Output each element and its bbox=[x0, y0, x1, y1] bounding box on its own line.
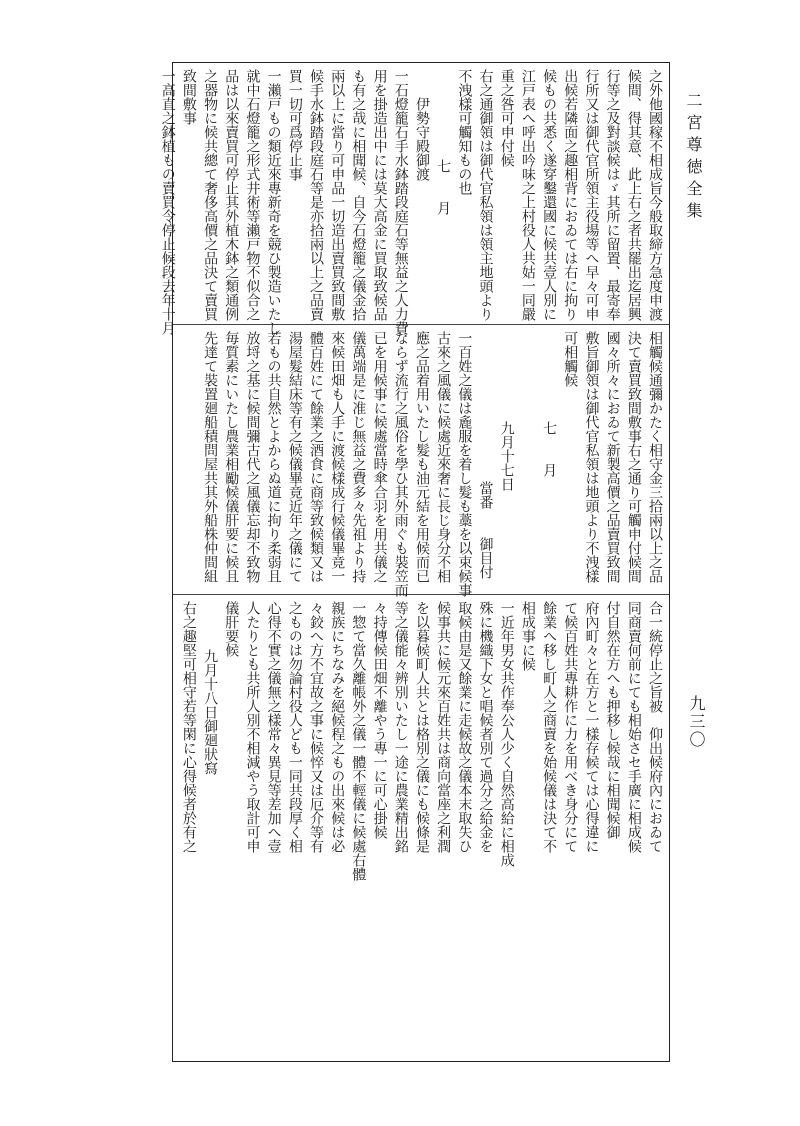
text-column: 七 月 bbox=[435, 159, 452, 215]
text-column: 同商賣何前にても相始さセ手廣に相成候 bbox=[625, 601, 642, 853]
text-column: 餘業へ移し町人之商賣を始候儀は決て不 bbox=[541, 601, 558, 853]
text-column: 合一統停止之旨被 仰出候府內におゐて bbox=[647, 601, 663, 853]
text-column: 行等之及對談候はゞ其所に留置、最寄奉 bbox=[604, 69, 621, 321]
text-column: 江戸表へ呼出吟味之上村役人共姑一同嚴 bbox=[519, 69, 536, 321]
book-title: 二宮尊徳全集 bbox=[684, 92, 703, 224]
text-column: 已を用候事に候處當時傘合羽を用共儀之 bbox=[371, 331, 388, 583]
text-column: 府內町々と在方と一樣存候ては心得違に bbox=[583, 601, 600, 853]
text-column: て候百姓共專耕作に力を用べき身分にて bbox=[562, 601, 579, 853]
text-column: 候手水鉢踏段庭石等是亦拾兩以上之品賣 bbox=[308, 69, 324, 321]
text-column: 伊勢守殿御渡 bbox=[413, 97, 430, 181]
text-column: ならず流行之風俗を學ひ其外雨ぐも裝笠而 bbox=[392, 331, 409, 597]
text-column: 一高直之鉢植もの賣買令停止候段去年十月 bbox=[159, 69, 176, 335]
text-column: 決て賣買致間敷事右之通り可觸申付候間 bbox=[625, 331, 642, 583]
text-column: 付自然在方へも押移し候哉に相聞候御 bbox=[604, 601, 621, 839]
text-column: 候もの共悉く遂穿鑿還國に候共壹人別に bbox=[541, 69, 558, 321]
text-column: 九月十八日御廻狀寫 bbox=[202, 649, 219, 775]
text-column: 右之趣堅可相守若等閑に心得候者於有之 bbox=[180, 601, 197, 853]
text-column: 心得不實之儀無之樣常々異見等差加へ壹 bbox=[265, 601, 282, 853]
text-column: 用を掛造出中には莫大高金に買取致候品 bbox=[371, 69, 388, 321]
text-column: 致間敷事 bbox=[180, 69, 197, 125]
text-column: 一百姓之儀は麁服を着し髮も藁を以束候事 bbox=[456, 331, 473, 597]
text-column: 先達て裝置廻船積問屋共其外船株仲間組 bbox=[202, 331, 219, 583]
text-column: 七 月 bbox=[541, 421, 558, 477]
text-column: を以暮候町人共とは格別之儀にも候條是 bbox=[413, 601, 430, 853]
text-column: 毎質素にいたし農業相勵候儀肝要に候且 bbox=[223, 331, 240, 583]
text-band-bottom bbox=[173, 595, 669, 1061]
text-column bbox=[517, 331, 538, 588]
text-column: 等之儀能々辨別いたし一途に農業精出銘 bbox=[392, 601, 409, 853]
text-column: 當番 御目付 bbox=[477, 481, 494, 579]
text-frame bbox=[159, 62, 670, 1062]
text-column: 出候若隣面之趣相背におゐては右に拘り bbox=[562, 69, 579, 321]
text-column: 右之通御領は御代官私領は領主地頭より bbox=[477, 69, 494, 321]
text-column: 親族にちなみを絕候程之もの出來候は必 bbox=[329, 601, 346, 853]
text-column: 相成事に候 bbox=[519, 601, 536, 671]
text-column: 儀萬端是に准じ無益之費多々先祖より持 bbox=[350, 331, 367, 583]
text-column: 九月十七日 bbox=[498, 421, 515, 491]
text-column: 一石燈籠石手水鉢踏段庭石等無益之人力費 bbox=[392, 69, 409, 335]
text-column: 々持傳候田畑不離やう專一に可心掛候 bbox=[371, 601, 388, 839]
text-column: 之器物に候共總て奢侈高價之品決て賣買 bbox=[202, 69, 219, 321]
text-column: 取候由是又餘業に走候故之儀本末取失ひ bbox=[456, 601, 473, 853]
text-column: 買一切可爲停止事 bbox=[286, 69, 303, 181]
text-column: 體百姓にて餘業之酒食に商等致候類又は bbox=[308, 331, 324, 583]
text-column: 儀肝要候 bbox=[223, 601, 240, 657]
text-column: 殊に機織下女と唱候者別て過分之給金を bbox=[477, 601, 494, 853]
text-column: 可相觸候 bbox=[562, 331, 579, 387]
text-column: も有之哉に相聞候、自今石燈籠之儀金拾 bbox=[350, 69, 367, 321]
text-band-middle bbox=[173, 325, 669, 595]
text-column: 重之咎可申付候 bbox=[498, 69, 515, 167]
text-column: 相觸候通彌かたく相守金三拾兩以上之品 bbox=[647, 331, 663, 583]
text-column: 若もの共自然とよからぬ道に拘り柔弱且 bbox=[265, 331, 282, 583]
text-column: 候間、得其意、此上右之者共罷出迄居興 bbox=[625, 69, 642, 321]
text-column: 之外他國稼不相成旨今般取締方急度申渡 bbox=[647, 69, 663, 321]
text-column: 一近年男女共作奉公人少く自然高給に相成 bbox=[498, 601, 515, 867]
page-number: 九三〇 bbox=[687, 695, 706, 749]
text-column: 湯屋髮結床等有之候儀畢竟近年之儀にて bbox=[286, 331, 303, 583]
text-column: 敷旨御領は御代官私領は地頭より不洩樣 bbox=[583, 331, 600, 583]
text-column: 品は以來賣買可停止其外植木鉢之類通例 bbox=[223, 69, 240, 321]
text-column: 々鉸へ方不宜故之事に候悴又は厄介等有 bbox=[308, 601, 324, 853]
text-band-top bbox=[159, 63, 669, 335]
text-column: 兩以上に當り可申品一切造出賣買致間敷 bbox=[329, 69, 346, 321]
text-column: 放埒之基に候間彌古代之風儀忘却不致物 bbox=[244, 331, 261, 583]
text-column: 就中石燈籠之形式井術等瀨戸物不似合之 bbox=[244, 69, 261, 321]
text-column: 行所又は御代官所領主役場等へ早々可申 bbox=[583, 69, 600, 321]
text-column: 不洩樣可觸知もの也 bbox=[456, 69, 473, 195]
text-column: 之ものは勿論村役人ども一同共段厚く相 bbox=[286, 601, 303, 853]
text-column: 來候田畑も人手に渡候樣成行候儀畢竟一 bbox=[329, 331, 346, 583]
text-column: 候事共に候元來百姓共は商向當座之利潤 bbox=[435, 601, 452, 853]
text-column: 一瀨戸もの類近來專新奇を競ひ製造いたし bbox=[265, 69, 282, 335]
text-column: 一惣て當久離帳外之儀一體不輕儀に候處右體 bbox=[350, 601, 367, 881]
text-column: 應之品着用いたし髮も油元結を用候而已 bbox=[413, 331, 430, 583]
text-column: 古來之風儀に候處近來奢に長じ身分不相 bbox=[435, 331, 452, 583]
text-column: 國々所々におゐて新製高價之品賣買致間 bbox=[604, 331, 621, 583]
text-column: 人たりとも共所人別不相減やう取計可申 bbox=[244, 601, 261, 853]
